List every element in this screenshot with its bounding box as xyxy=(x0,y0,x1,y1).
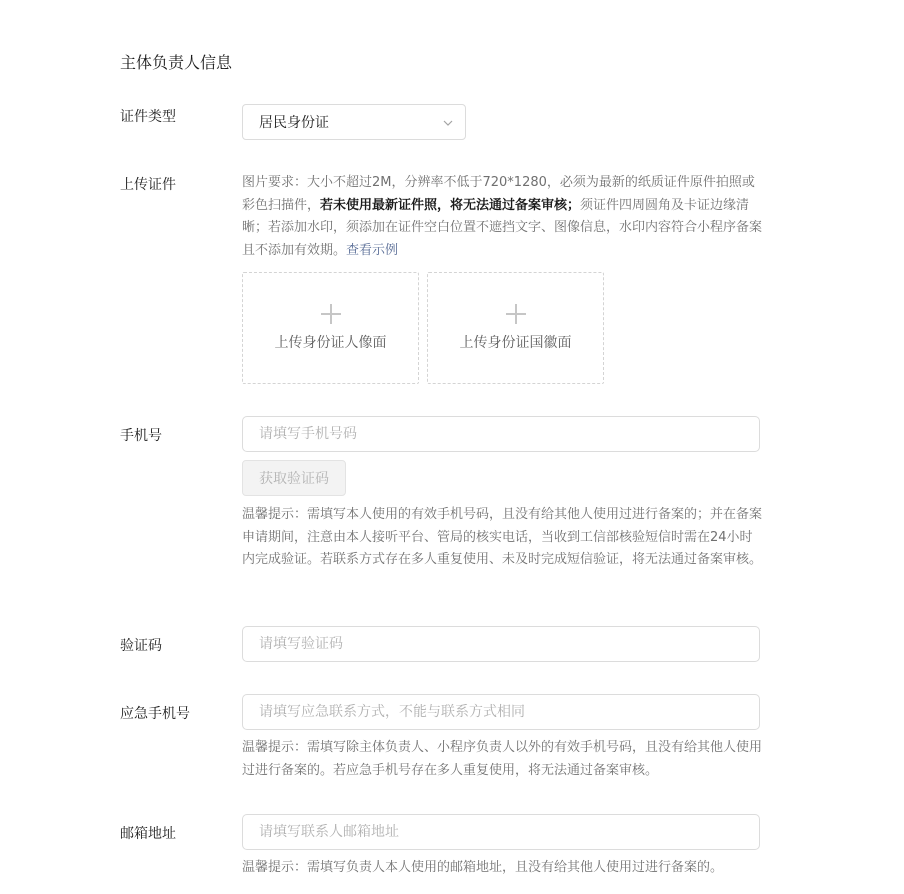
plus-icon xyxy=(321,304,341,324)
upload-requirements xyxy=(242,172,762,262)
upload-label: 上传证件 xyxy=(120,177,176,193)
email-label: 邮箱地址 xyxy=(120,826,176,842)
section-title: 主体负责人信息 xyxy=(120,53,233,72)
upload-requirements-warning: 若未使用最新证件照，将无法通过备案审核； xyxy=(320,197,581,213)
get-code-button[interactable]: 获取验证码 xyxy=(242,460,346,496)
verify-code-label: 验证码 xyxy=(120,638,162,654)
view-example-link[interactable]: 查看示例 xyxy=(346,242,399,258)
phone-tip: 温馨提示：需填写本人使用的有效手机号码，且没有给其他人使用过进行备案的；并在备案申请期间，注意由本人接听平台、管局的核实电话，当收到工信部核验短信时需在24小时内完成验证。若联系方式存在多人重复使用、未及时完成短信验证，将无法通过备案审核。 xyxy=(242,507,763,567)
plus-icon xyxy=(506,304,526,324)
chevron-down-icon xyxy=(443,118,453,128)
upload-back-label: 上传身份证国徽面 xyxy=(459,335,572,351)
id-type-label: 证件类型 xyxy=(120,109,176,125)
email-tip: 温馨提示：需填写负责人本人使用的邮箱地址，且没有给其他人使用过进行备案的。 xyxy=(242,860,724,875)
verify-code-input[interactable] xyxy=(242,626,760,662)
email-input[interactable] xyxy=(242,814,760,850)
emergency-phone-input[interactable] xyxy=(242,694,760,730)
id-type-selected-value: 居民身份证 xyxy=(259,115,329,131)
upload-front-label: 上传身份证人像面 xyxy=(274,335,387,351)
upload-requirements-text-2: 须证件四周圆角及卡证边缘清晰；若添加水印，须添加在证件空白位置不遮挡文字、图像信息，水印内容符合小程序备案且不添加有效期。 xyxy=(242,197,763,258)
emergency-phone-label: 应急手机号 xyxy=(120,706,190,722)
upload-back-box[interactable] xyxy=(427,272,604,384)
phone-input[interactable] xyxy=(242,416,760,452)
upload-requirements-text-1: 图片要求：大小不超过2M，分辨率不低于720*1280，必须为最新的纸质证件原件拍照或彩色扫描件， xyxy=(242,175,755,213)
phone-label: 手机号 xyxy=(120,428,162,444)
emergency-phone-tip: 温馨提示：需填写除主体负责人、小程序负责人以外的有效手机号码，且没有给其他人使用过进行备案的。若应急手机号存在多人重复使用，将无法通过备案审核。 xyxy=(242,740,763,778)
upload-front-box[interactable] xyxy=(242,272,419,384)
id-type-select[interactable] xyxy=(242,104,466,140)
